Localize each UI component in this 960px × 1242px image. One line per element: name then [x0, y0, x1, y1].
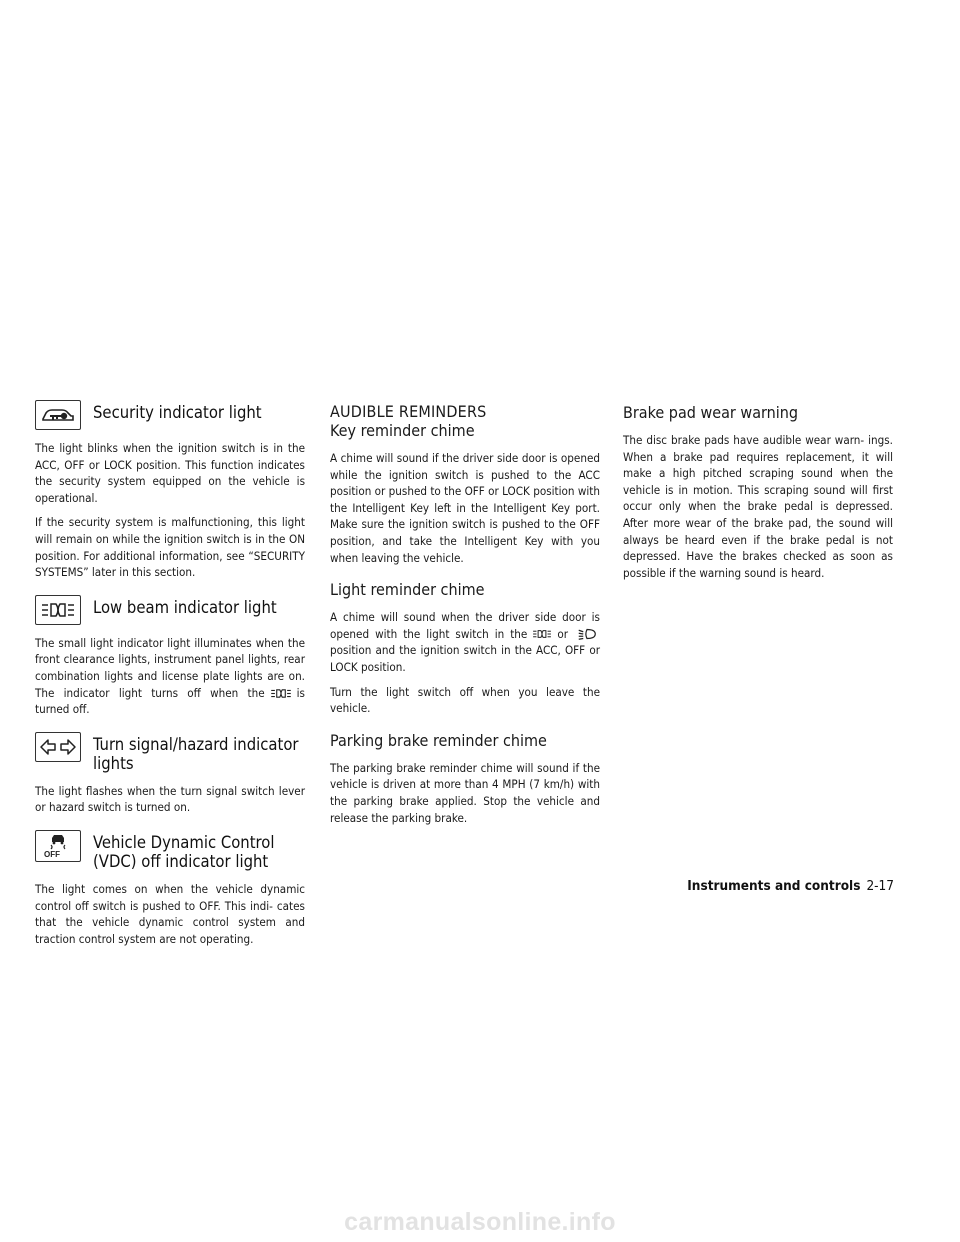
vdc-off-indicator-title: Vehicle Dynamic Control (VDC) off indicator light	[93, 832, 275, 871]
parking-brake-paragraph: The parking brake reminder chime will sound if the vehicle is driven at more than 4 MPH (7 km/h) with the parking brake applied. Stop the vehicle and release the parking brake.	[330, 760, 600, 825]
brake-pad-title: Brake pad wear warning	[623, 403, 799, 422]
low-beam-light-icon	[35, 595, 81, 625]
watermark: carmanualsonline.info	[344, 1208, 616, 1236]
key-reminder-paragraph: A chime will sound if the driver side door is opened while the ignition switch is pushed to the ACC position or pushed to the OFF or LOCK position with the Intelligent Key left in the Intelligent Key port. Make sure the ignition switch is pushed to the OFF position, and take the Intelligent Key with you when leaving the vehicle.	[330, 451, 600, 565]
column-left	[35, 400, 305, 955]
vdc-off-icon	[35, 830, 81, 862]
low-beam-section-header	[35, 595, 305, 625]
brake-pad-paragraph: The disc brake pads have audible wear warn- ings. When a brake pad requires replacement, it will make a high pitched scraping sound when the vehicle is in motion. This scraping sound will first occur only when the brake pedal is depressed. After more wear of the brake pad, the sound will always be heard even if the brake pedal is not depressed. Have the brakes checked as soon as possible if the warning sound is heard.	[623, 433, 893, 580]
column-right	[623, 400, 893, 589]
security-car-key-icon	[35, 400, 81, 430]
turn-signal-section-header	[35, 732, 305, 773]
turn-signal-arrows-icon	[35, 732, 81, 762]
page-footer	[687, 878, 894, 894]
light-reminder-paragraph-1: A chime will sound when the driver side door is opened with the light switch in the or position and the ignition switch in the ACC, OFF or LOCK position.	[330, 610, 600, 674]
page-number: 2-17	[866, 878, 894, 894]
audible-reminders-heading: AUDIBLE REMINDERS	[330, 402, 487, 421]
low-beam-indicator-title: Low beam indicator light	[93, 597, 277, 617]
column-middle	[330, 400, 600, 834]
low-beam-inline-icon	[269, 688, 293, 699]
vdc-section-header	[35, 830, 305, 871]
parking-brake-title: Parking brake reminder chime	[330, 730, 547, 750]
light-reminder-paragraph-2: Turn the light switch off when you leave the vehicle.	[330, 684, 600, 716]
security-paragraph-1: The light blinks when the ignition switch is in the ACC, OFF or LOCK position. This function indicates the security system equipped on the vehicle is operational.	[35, 441, 305, 505]
low-beam-paragraph: The small light indicator light illuminates when the front clearance lights, instrument panel lights, rear combination lights and license plate lights are on. The indicator light turns off when the is turned off.	[35, 635, 305, 717]
footer-section-name: Instruments and controls	[687, 878, 861, 894]
security-paragraph-2: If the security system is malfunctioning, this light will remain on while the ignition switch is in the ON position. For additional information, see “SECURITY SYSTEMS” later in this section.	[35, 515, 305, 580]
key-reminder-title: Key reminder chime	[330, 421, 475, 440]
light-reminder-title: Light reminder chime	[330, 580, 485, 600]
security-section-header	[35, 400, 305, 430]
turn-signal-indicator-title: Turn signal/hazard indicator lights	[93, 734, 299, 773]
turn-signal-paragraph: The light flashes when the turn signal switch lever or hazard switch is turned on.	[35, 783, 305, 815]
svg-text:OFF: OFF	[44, 849, 60, 859]
vdc-paragraph: The light comes on when the vehicle dynamic control off switch is pushed to OFF. This indi- cates that the vehicle dynamic control system and traction control system are not operating.	[35, 881, 305, 946]
low-beam-inline-icon	[531, 629, 553, 639]
headlight-inline-icon	[578, 628, 596, 640]
security-indicator-title: Security indicator light	[93, 403, 262, 422]
